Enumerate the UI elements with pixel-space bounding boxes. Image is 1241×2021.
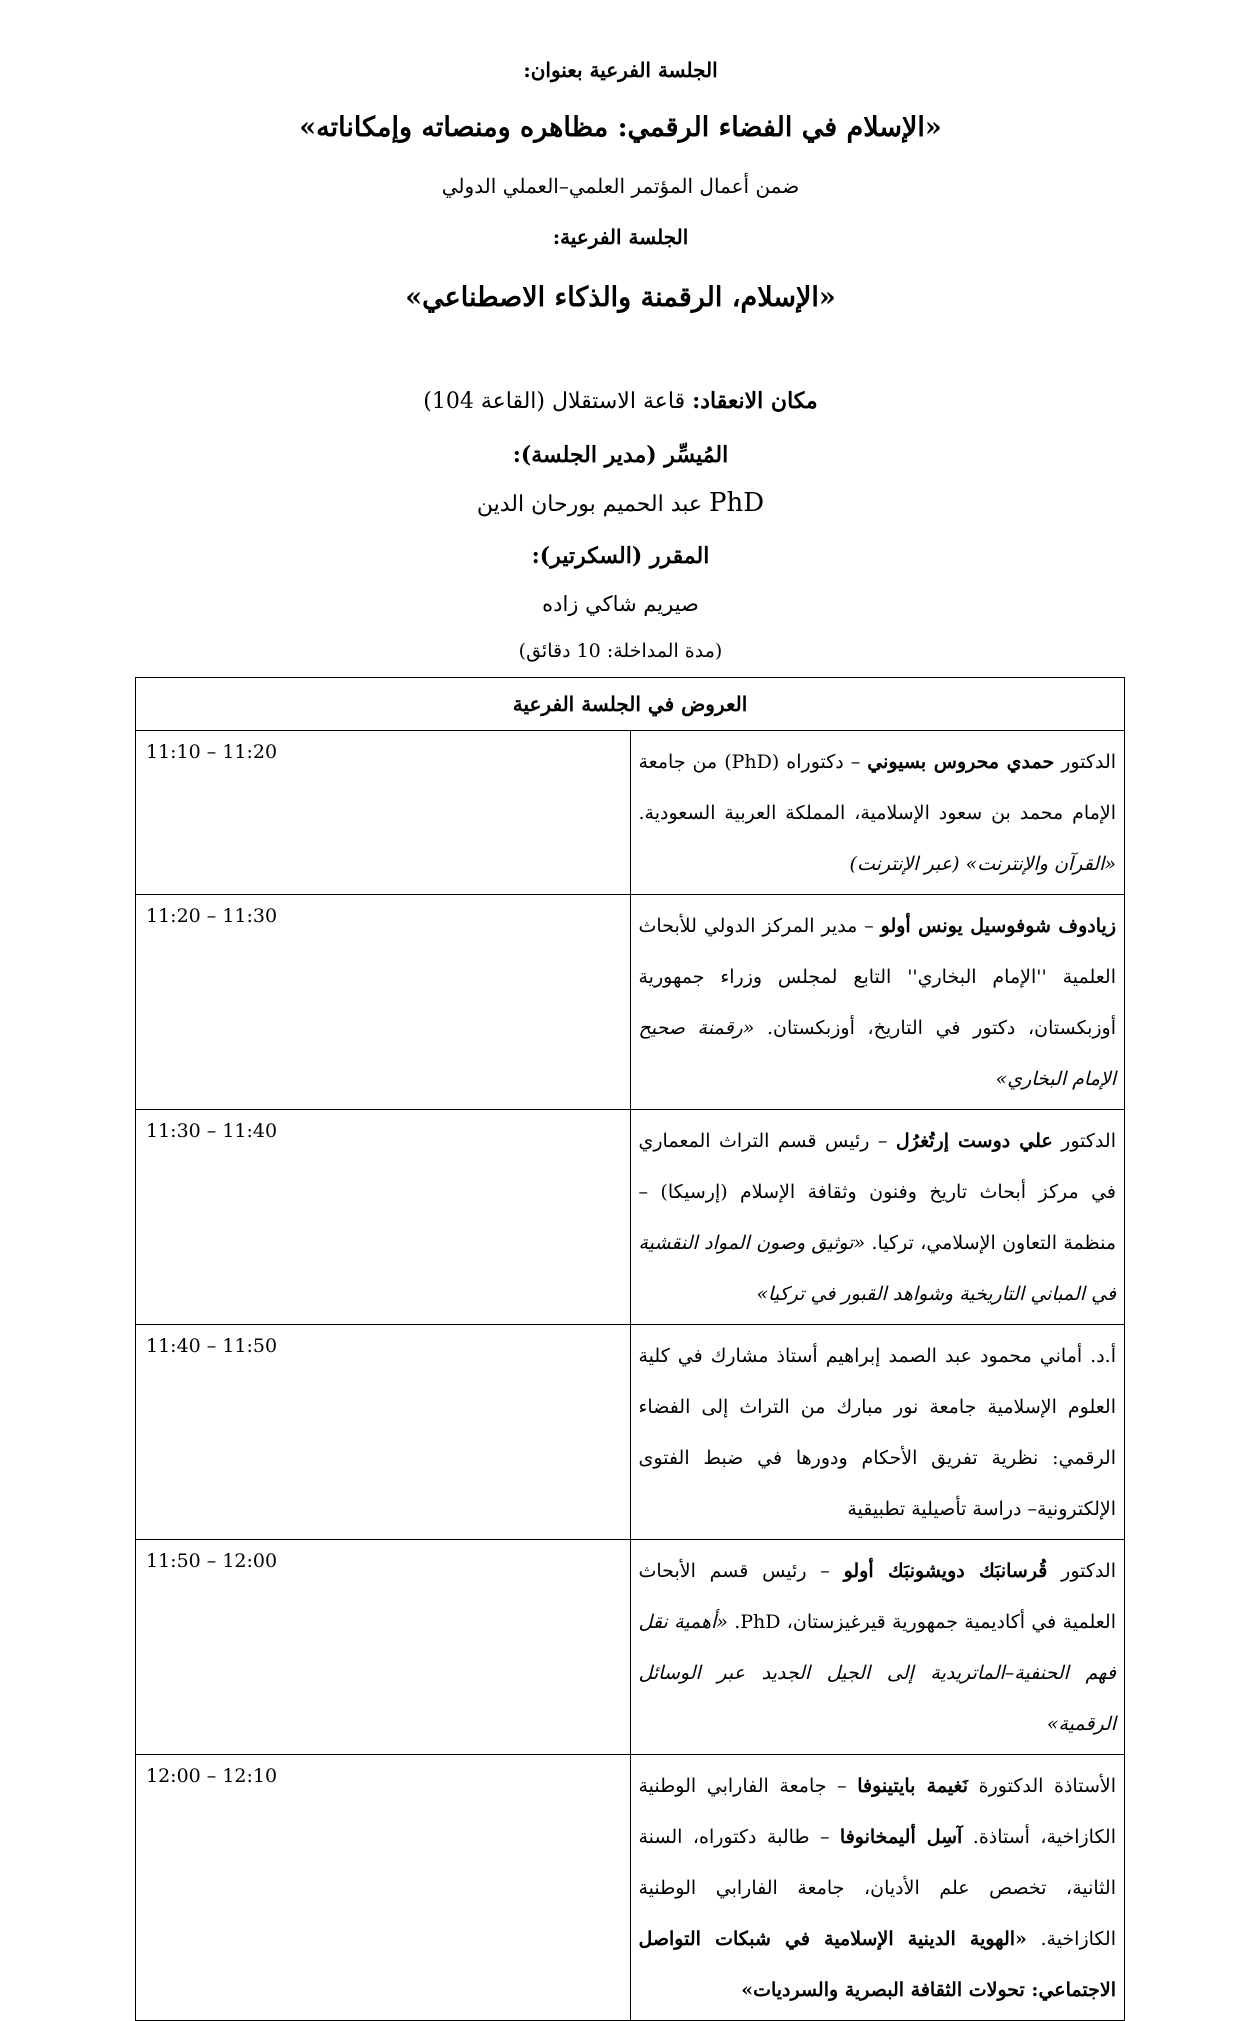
venue-value: قاعة الاستقلال (القاعة 104)	[423, 389, 686, 414]
table-heading-row	[136, 678, 1125, 731]
time-slot: 11:10 – 11:20	[136, 731, 631, 895]
moderator-label: المُيسِّر (مدير الجلسة):	[512, 442, 729, 468]
presentation-topic: «أهمية نقل فهم الحنفية–الماتريدية إلى الجيل الجديد عبر الوسائل الرقمية»	[638, 1611, 1116, 1735]
presentation-description	[630, 1325, 1125, 1540]
speaker-affiliation: – جامعة الفارابي الوطنية الكازاخية، أستاذة.	[638, 1775, 1116, 1848]
table-row	[136, 731, 1125, 895]
session-intro: الجلسة الفرعية بعنوان:	[523, 58, 718, 82]
venue-line	[0, 388, 1241, 414]
presentation-topic: «رقمنة صحيح الإمام البخاري»	[638, 1017, 1116, 1090]
speaker-affiliation: – طالبة دكتوراه، السنة الثانية، تخصص علم الأديان، جامعة الفارابي الوطنية الكازاخية.	[638, 1826, 1116, 1950]
presentations-table	[135, 677, 1125, 2021]
moderator-name: عبد الحميم بورحان الدين	[476, 492, 703, 517]
table-row	[136, 1755, 1125, 2021]
presentation-description	[630, 1540, 1125, 1755]
speaker-name: آسِل أليمخانوفا	[839, 1826, 963, 1848]
speaker-name: زيادوف شوفوسيل يونس أولو	[880, 915, 1116, 937]
duration-note: (مدة المداخلة: 10 دقائق)	[518, 640, 723, 662]
presentation-description	[630, 1755, 1125, 2021]
table-row	[136, 1110, 1125, 1325]
conference-context: ضمن أعمال المؤتمر العلمي–العملي الدولي	[441, 174, 800, 198]
table-heading: العروض في الجلسة الفرعية	[136, 678, 1125, 731]
main-title: «الإسلام في الفضاء الرقمي: مظاهره ومنصاته وإمكاناته»	[299, 112, 942, 143]
speaker-affiliation: – مدير المركز الدولي للأبحاث العلمية ''الإمام البخاري'' التابع لمجلس وزراء جمهورية أوزبكستان، دكتور في التاريخ، أوزبكستان.	[638, 915, 1116, 1039]
time-slot: 11:40 – 11:50	[136, 1325, 631, 1540]
speaker-prefix: أ.د. أماني محمود عبد الصمد إبراهيم أستاذ مشارك في كلية العلوم الإسلامية جامعة نور مبارك من التراث إلى الفضاء الرقمي: نظرية تفريق الأحكام ودورها في ضبط الفتوى الإلكترونية– دراسة تأصيلية تطبيقية	[638, 1345, 1116, 1520]
presentation-topic: «القرآن والإنترنت» (عبر الإنترنت)	[849, 853, 1116, 875]
time-slot: 11:30 – 11:40	[136, 1110, 631, 1325]
speaker-prefix: الدكتور	[1047, 1560, 1116, 1582]
venue-label: مكان الانعقاد:	[692, 388, 818, 414]
presentation-description	[630, 1110, 1125, 1325]
presentation-description	[630, 731, 1125, 895]
secretary-name: صيريم شاكي زاده	[542, 592, 699, 616]
speaker-prefix: الدكتور	[1054, 751, 1117, 773]
time-slot: 11:50 – 12:00	[136, 1540, 631, 1755]
time-slot: 12:00 – 12:10	[136, 1755, 631, 2021]
subsession-label: الجلسة الفرعية:	[552, 225, 689, 249]
presentation-topic: «الهوية الدينية الإسلامية في شبكات التواصل الاجتماعي: تحولات الثقافة البصرية والسرديات»	[638, 1928, 1116, 2001]
speaker-affiliation: – دكتوراه (PhD) من جامعة الإمام محمد بن سعود الإسلامية، المملكة العربية السعودية.	[638, 751, 1116, 824]
speaker-prefix: الأستاذة الدكتورة	[968, 1775, 1116, 1797]
speaker-name: قُرسانبَك دويشونبَك أولو	[843, 1560, 1048, 1582]
presentation-description	[630, 895, 1125, 1110]
moderator-degree: PhD	[709, 488, 765, 518]
speaker-name: علي دوست إرتُغرُل	[895, 1130, 1053, 1152]
speaker-name: نَغيمة بايتينوفا	[857, 1775, 969, 1797]
speaker-affiliation: – رئيس قسم الأبحاث العلمية في أكاديمية جمهورية قيرغيزستان، PhD.	[638, 1560, 1116, 1633]
time-slot: 11:20 – 11:30	[136, 895, 631, 1110]
moderator-line	[0, 488, 1241, 518]
table-row	[136, 895, 1125, 1110]
table-row	[136, 1325, 1125, 1540]
speaker-affiliation: – رئيس قسم التراث المعماري في مركز أبحاث تاريخ وفنون وثقافة الإسلام (إرسيكا) – منظمة التعاون الإسلامي، تركيا.	[638, 1130, 1116, 1254]
speaker-prefix: الدكتور	[1052, 1130, 1116, 1152]
secretary-label: المقرر (السكرتير):	[531, 543, 710, 569]
presentation-topic: «توثيق وصون المواد النقشية في المباني التاريخية وشواهد القبور في تركيا»	[638, 1232, 1116, 1305]
table-row	[136, 1540, 1125, 1755]
speaker-name: حمدي محروس بسيوني	[867, 751, 1055, 773]
subsession-title: «الإسلام، الرقمنة والذكاء الاصطناعي»	[405, 282, 836, 313]
